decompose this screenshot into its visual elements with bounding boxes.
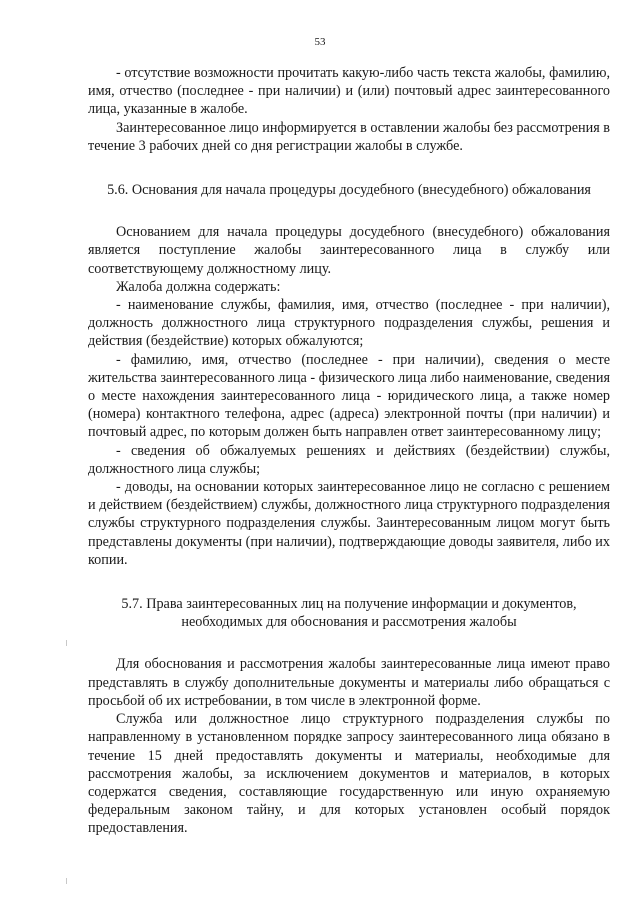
section-heading-5-6: 5.6. Основания для начала процедуры досудебного (внесудебного) обжалования <box>107 182 591 199</box>
spacer <box>88 569 610 595</box>
list-item: - доводы, на основании которых заинтересованное лицо не согласно с решением и действием (бездействием) службы, должностного лица структурного подразделения службы структурного подразделения службы. Заинтересованным лицом могут быть представлены документы (при наличии), подтверждающие доводы заявителя, либо их копии. <box>88 479 610 568</box>
paragraph: Жалоба должна содержать: <box>116 278 281 295</box>
list-item: - фамилию, имя, отчество (последнее - при наличии), сведения о месте жительства заинтересованного лица - физического лица либо наименование, сведения о месте нахождения заинтересованного лица - юридического лица, а также номер (номера) контактного телефона, адрес (адреса) электронной почты (при наличии) и почтовый адрес, по которым должен быть направлен ответ заинтересованному лицу; <box>88 351 610 441</box>
section-heading-5-7: 5.7. Права заинтересованных лиц на получение информации и документов, необходимых для обоснования и рассмотрения жалобы <box>121 596 577 631</box>
list-item: - наименование службы, фамилия, имя, отчество (последнее - при наличии), должность должностного лица структурного подразделения службы, решения и действия (бездействие) которых обжалуются; <box>88 297 610 350</box>
margin-mark <box>66 640 67 646</box>
paragraph: Служба или должностное лицо структурного подразделения службы по направленному в установленном порядке запросу заинтересованного лица обязано в течение 15 дней предоставлять документы и материалы, необходимые для рассмотрения жалобы, за исключением документов и материалов, в которых содержатся сведения, составляющие государственную или иную охраняемую федеральным законом тайну, и для которых установлен особый порядок предоставления. <box>88 711 610 837</box>
paragraph: Заинтересованное лицо информируется в оставлении жалобы без рассмотрения в течение 3 рабочих дней со дня регистрации жалобы в службе. <box>88 119 610 154</box>
document-body <box>88 64 610 838</box>
paragraph: Основанием для начала процедуры досудебного (внесудебного) обжалования является поступление жалобы заинтересованного лица в службу или соответствующему должностному лицу. <box>88 224 610 277</box>
spacer <box>88 155 610 181</box>
list-item: - сведения об обжалуемых решениях и действиях (бездействии) службы, должностного лица службы; <box>88 442 610 477</box>
margin-mark <box>66 878 67 884</box>
spacer <box>88 199 610 223</box>
spacer <box>88 631 610 655</box>
paragraph: Для обоснования и рассмотрения жалобы заинтересованные лица имеют право представлять в службу дополнительные документы и материалы либо обращаться с просьбой об их истребовании, в том числе в электронной форме. <box>88 656 610 709</box>
page-number: 53 <box>314 36 326 48</box>
paragraph: - отсутствие возможности прочитать какую-либо часть текста жалобы, фамилию, имя, отчество (последнее - при наличии) и (или) почтовый адрес заинтересованного лица, указанные в жалобе. <box>88 65 610 118</box>
